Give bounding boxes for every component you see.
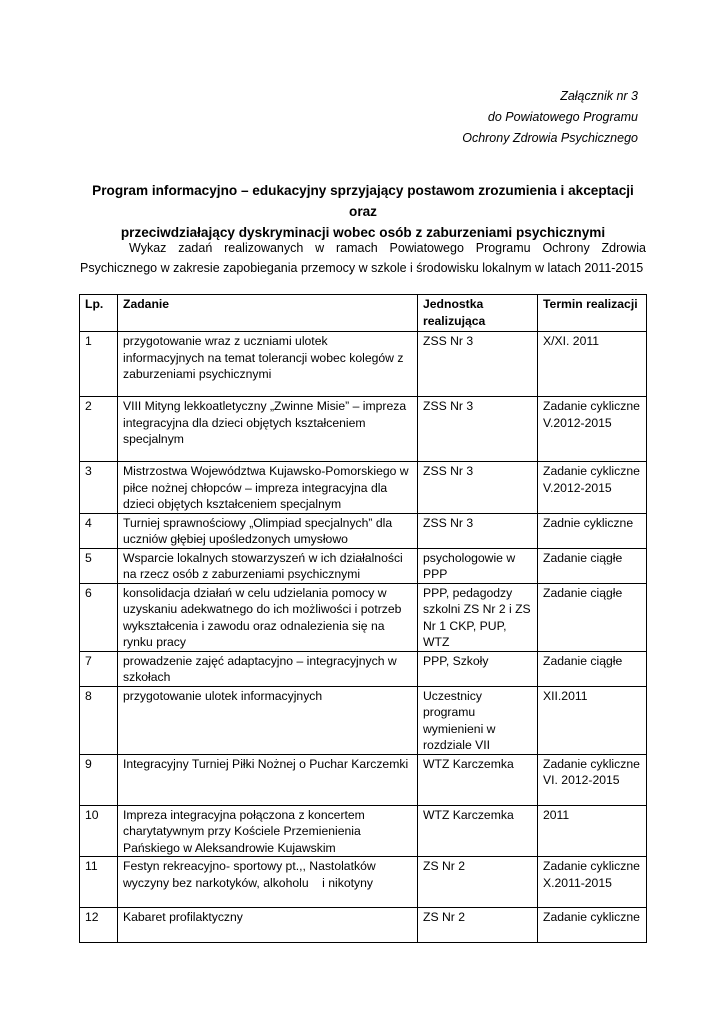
row-task: Festyn rekreacyjno- sportowy pt.,, Nastolatków wyczyny bez narkotyków, alkoholu i nikotyny: [118, 857, 418, 908]
row-unit: ZS Nr 2: [418, 908, 538, 943]
table-row: [80, 462, 647, 514]
header-term: Termin realizacji: [538, 295, 647, 332]
intro-paragraph: Wykaz zadań realizowanych w ramach Powiatowego Programu Ochrony Zdrowia Psychicznego w zakresie zapobiegania przemocy w szkole i środowisku lokalnym w latach 2011-2015: [80, 241, 646, 275]
row-task: Wsparcie lokalnych stowarzyszeń w ich działalności na rzecz osób z zaburzeniami psychicznymi: [118, 548, 418, 583]
title-line-1: Program informacyjno – edukacyjny sprzyjający postawom zrozumienia i akceptacji oraz: [92, 183, 634, 219]
header-unit: Jednostka realizująca: [418, 295, 538, 332]
row-task: Turniej sprawnościowy „Olimpiad specjalnych” dla uczniów głębiej upośledzonych umysłowo: [118, 513, 418, 548]
row-task: Mistrzostwa Województwa Kujawsko-Pomorskiego w piłce nożnej chłopców – impreza integracyjna dla dzieci objętych kształceniem specjalnym: [118, 462, 418, 514]
row-term: 2011: [538, 805, 647, 857]
row-task: Kabaret profilaktyczny: [118, 908, 418, 943]
table-row: [80, 805, 647, 857]
row-lp: 5: [80, 548, 118, 583]
row-lp: 6: [80, 583, 118, 651]
row-unit: ZSS Nr 3: [418, 332, 538, 397]
row-term: Zadanie cykliczne V.2012-2015: [538, 462, 647, 514]
row-term: XII.2011: [538, 686, 647, 754]
table-row: [80, 857, 647, 908]
row-lp: 10: [80, 805, 118, 857]
row-unit: WTZ Karczemka: [418, 805, 538, 857]
row-task: prowadzenie zajęć adaptacyjno – integracyjnych w szkołach: [118, 651, 418, 686]
title-line-2: przeciwdziałający dyskryminacji wobec osób z zaburzeniami psychicznymi: [120, 225, 606, 240]
table-row: [80, 686, 647, 754]
row-unit: PPP, pedagodzy szkolni ZS Nr 2 i ZS Nr 1 CKP, PUP, WTZ: [418, 583, 538, 651]
attachment-line-2: do Powiatowego Programu: [487, 110, 638, 124]
row-unit: ZSS Nr 3: [418, 513, 538, 548]
table-row: [80, 908, 647, 943]
tasks-table: [79, 294, 647, 943]
row-task: przygotowanie ulotek informacyjnych: [118, 686, 418, 754]
row-task: konsolidacja działań w celu udzielania pomocy w uzyskaniu adekwatnego do ich możliwości i potrzeb wykształcenia i zawodu oraz odnalezienia się na rynku pracy: [118, 583, 418, 651]
table-row: [80, 332, 647, 397]
attachment-line-3: Ochrony Zdrowia Psychicznego: [462, 131, 638, 145]
row-term: Zadnie cykliczne: [538, 513, 647, 548]
table-row: [80, 513, 647, 548]
table-row: [80, 651, 647, 686]
row-term: Zadanie ciągłe: [538, 651, 647, 686]
row-unit: ZSS Nr 3: [418, 462, 538, 514]
row-task: VIII Mityng lekkoatletyczny „Zwinne Misie” – impreza integracyjna dla dzieci objętych kształceniem specjalnym: [118, 397, 418, 462]
document-title: [80, 180, 646, 243]
header-task: Zadanie: [118, 295, 418, 332]
row-lp: 1: [80, 332, 118, 397]
table-row: [80, 548, 647, 583]
row-lp: 9: [80, 754, 118, 805]
attachment-line-1: Załącznik nr 3: [560, 89, 638, 103]
row-lp: 2: [80, 397, 118, 462]
row-lp: 8: [80, 686, 118, 754]
row-unit: ZSS Nr 3: [418, 397, 538, 462]
row-task: Integracyjny Turniej Piłki Nożnej o Puchar Karczemki: [118, 754, 418, 805]
row-lp: 12: [80, 908, 118, 943]
row-term: Zadanie cykliczne V.2012-2015: [538, 397, 647, 462]
row-term: Zadanie cykliczne: [538, 908, 647, 943]
table-row: [80, 754, 647, 805]
row-unit: PPP, Szkoły: [418, 651, 538, 686]
table-row: [80, 583, 647, 651]
row-term: Zadanie cykliczne X.2011-2015: [538, 857, 647, 908]
row-term: Zadanie ciągłe: [538, 583, 647, 651]
row-task: Impreza integracyjna połączona z koncertem charytatywnym przy Kościele Przemienienia Pańskiego w Aleksandrowie Kujawskim: [118, 805, 418, 857]
row-lp: 4: [80, 513, 118, 548]
row-unit: ZS Nr 2: [418, 857, 538, 908]
row-term: Zadanie cykliczne VI. 2012-2015: [538, 754, 647, 805]
row-unit: Uczestnicy programu wymienieni w rozdziale VII: [418, 686, 538, 754]
table-row: [80, 397, 647, 462]
row-unit: WTZ Karczemka: [418, 754, 538, 805]
row-term: Zadanie ciągłe: [538, 548, 647, 583]
row-unit: psychologowie w PPP: [418, 548, 538, 583]
row-task: przygotowanie wraz z uczniami ulotek informacyjnych na temat tolerancji wobec kolegów z zaburzeniami psychicznymi: [118, 332, 418, 397]
header-lp: Lp.: [80, 295, 118, 332]
attachment-note: [462, 86, 638, 149]
row-lp: 3: [80, 462, 118, 514]
row-lp: 11: [80, 857, 118, 908]
row-term: X/XI. 2011: [538, 332, 647, 397]
table-header-row: [80, 295, 647, 332]
row-lp: 7: [80, 651, 118, 686]
